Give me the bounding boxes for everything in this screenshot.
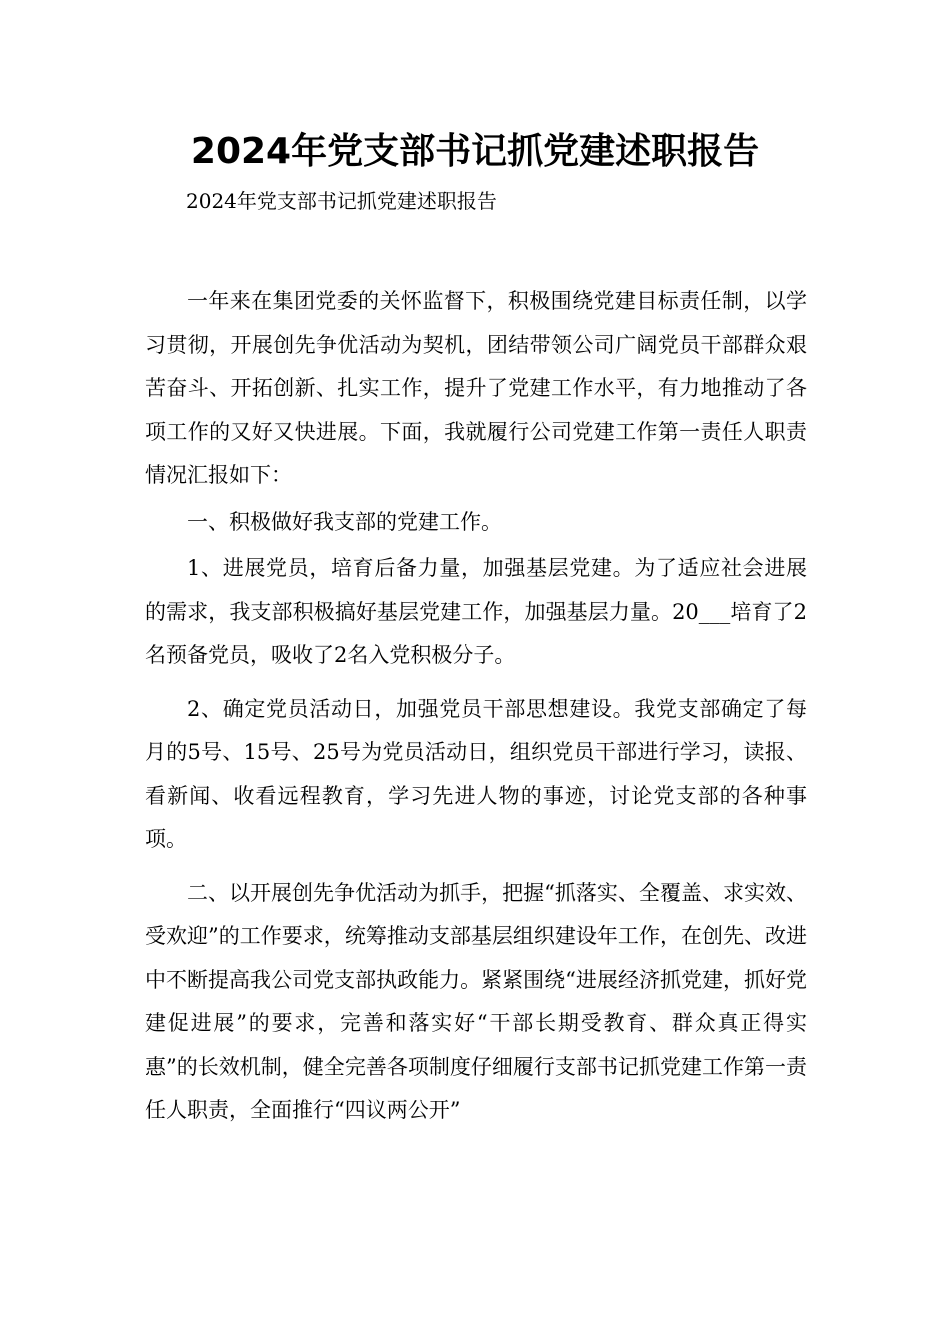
paragraph-section-1-heading: 一、积极做好我支部的党建工作。 bbox=[187, 509, 502, 534]
paragraph-section-2: 二、以开展创先争优活动为抓手，把握“抓落实、全覆盖、求实效、受欢迎”的工作要求，统筹推动支部基层组织建设年工作，在创先、改进中不断提高我公司党支部执政能力。紧紧围绕“进展经济抓党建，抓好党建促进展”的要求，完善和落实好“干部长期受教育、群众真正得实惠”的长效机制，健全完善各项制度仔细履行支部书记抓党建工作第一责任人职责，全面推行“四议两公开” bbox=[145, 880, 807, 1122]
paragraph-item-2: 2、确定党员活动日，加强党员干部思想建设。我党支部确定了每月的5号、15号、25号为党员活动日，组织党员干部进行学习，读报、看新闻、收看远程教育，学习先进人物的事迹，讨论党支部的各种事项。 bbox=[145, 696, 807, 851]
paragraph-item-1: 1、进展党员，培育后备力量，加强基层党建。为了适应社会进展的需求，我支部积极搞好基层党建工作，加强基层力量。20___培育了2名预备党员，吸收了2名入党积极分子。 bbox=[145, 556, 807, 667]
document-body bbox=[145, 280, 807, 1133]
paragraph-intro: 一年来在集团党委的关怀监督下，积极围绕党建目标责任制，以学习贯彻，开展创先争优活动为契机，团结带领公司广阔党员干部群众艰苦奋斗、开拓创新、扎实工作，提升了党建工作水平，有力地推动了各项工作的又好又快进展。下面，我就履行公司党建工作第一责任人职责情况汇报如下： bbox=[145, 289, 807, 487]
document-subtitle: 2024年党支部书记抓党建述职报告 bbox=[186, 189, 497, 213]
document-title: 2024年党支部书记抓党建述职报告 bbox=[190, 131, 760, 172]
